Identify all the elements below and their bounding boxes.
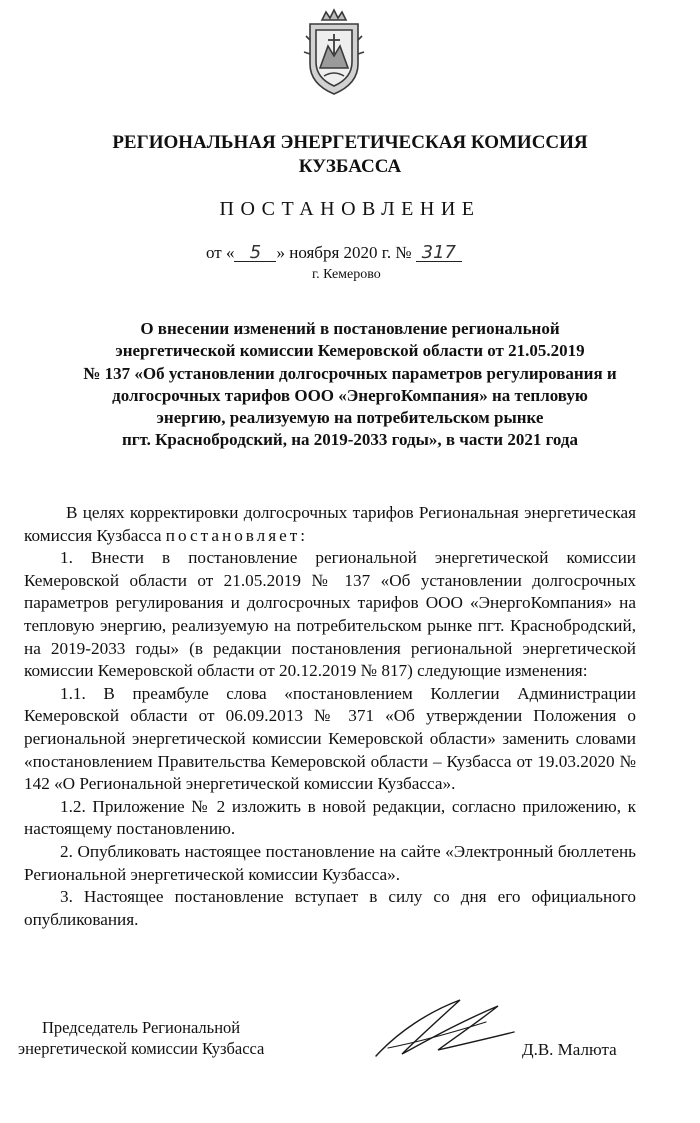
organization-title-line1: РЕГИОНАЛЬНАЯ ЭНЕРГЕТИЧЕСКАЯ КОМИССИЯ xyxy=(112,132,588,153)
document-type: ПОСТАНОВЛЕНИЕ xyxy=(219,198,481,220)
signatory-title-line1: Председатель Региональной xyxy=(42,1018,241,1037)
item-1-1: 1.1. В преамбуле слова «постановлением Коллегии Администрации Кемеровской области от 06.09.2013 № 371 «Об утверждении Положения о региональной энергетической комиссии Кемеровской области» заменить словами «постановлением Правительства Кемеровской области – Кузбасса от 19.03.2020 № 142 «О Региональной энергетической комиссии Кузбасса». xyxy=(24,683,636,794)
date-day-handwritten: 5 xyxy=(234,245,276,262)
intro-paragraph xyxy=(24,502,636,547)
organization-title-line2: КУЗБАССА xyxy=(298,156,402,177)
date-prefix: от « xyxy=(206,243,235,262)
document-subject xyxy=(12,318,688,452)
city: г. Кемерово xyxy=(312,267,381,282)
item-2: 2. Опубликовать настоящее постановление на сайте «Электронный бюллетень Региональной энергетической комиссии Кузбасса». xyxy=(24,841,636,884)
signatory-title xyxy=(18,1017,264,1059)
document-body xyxy=(24,502,636,931)
date-month-year: » ноября 2020 г. № xyxy=(276,243,412,262)
subject-line: долгосрочных тарифов ООО «ЭнергоКомпания» на тепловую xyxy=(112,385,588,405)
signatory-title-line2: энергетической комиссии Кузбасса xyxy=(18,1039,265,1058)
item-1-2: 1.2. Приложение № 2 изложить в новой редакции, согласно приложению, к настоящему постановлению. xyxy=(24,796,636,839)
signatory-name: Д.В. Малюта xyxy=(522,1040,617,1059)
subject-line: энергию, реализуемую на потребительском рынке xyxy=(156,408,544,428)
subject-line: пгт. Краснобродский, на 2019-2033 годы», в части 2021 года xyxy=(122,430,578,450)
subject-line: О внесении изменений в постановление региональной xyxy=(140,319,560,338)
subject-line: энергетической комиссии Кемеровской области от 21.05.2019 xyxy=(115,341,585,361)
handwritten-signature xyxy=(368,992,518,1064)
item-3: 3. Настоящее постановление вступает в силу со дня его официального опубликования. xyxy=(24,887,636,929)
document-number-handwritten: 317 xyxy=(416,245,462,262)
intro-verb: постановляет: xyxy=(165,525,309,545)
subject-line: № 137 «Об установлении долгосрочных параметров регулирования и xyxy=(83,363,617,383)
organization-title xyxy=(0,131,700,179)
intro-text: В целях корректировки долгосрочных тарифов Региональная энергетическая комиссия Кузбасса xyxy=(24,503,636,545)
coat-of-arms-icon xyxy=(288,6,380,98)
item-1: 1. Внести в постановление региональной энергетической комиссии Кемеровской области от 21.05.2019 № 137 «Об установлении долгосрочных параметров регулирования и долгосрочных тарифов ООО «ЭнергоКомпания» на тепловую энергию, реализуемую на потребительском рынке пгт. Краснобродский, на 2019-2033 годы» (в редакции постановления региональной энергетической комиссии Кемеровской области от 20.12.2019 № 817) следующие изменения: xyxy=(24,548,636,681)
date-number-line xyxy=(206,243,506,263)
